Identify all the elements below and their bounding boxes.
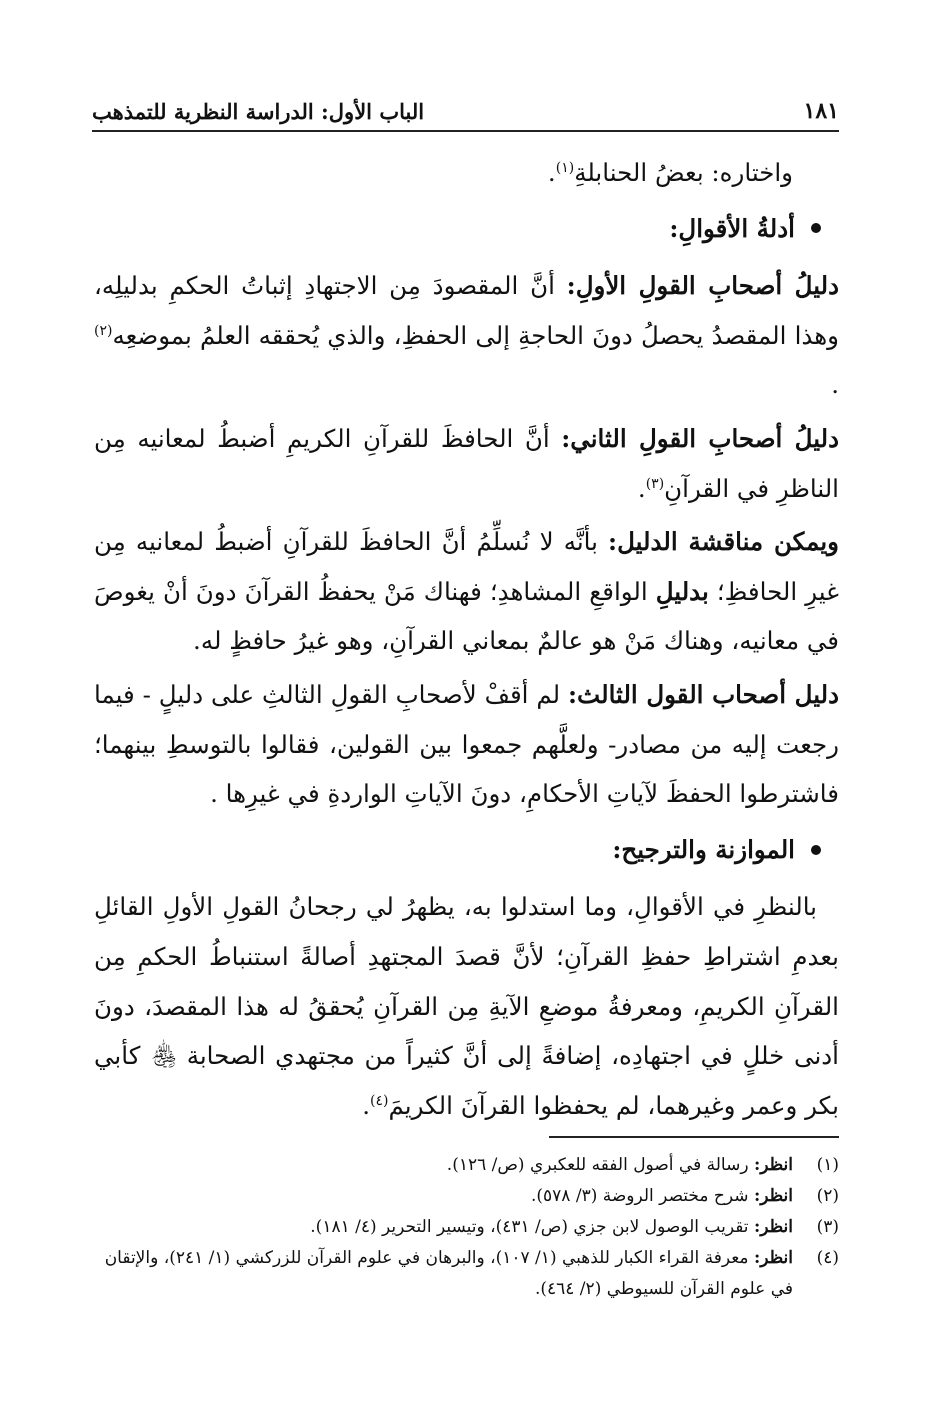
main-text [94, 148, 839, 1134]
footnote-divider [549, 1136, 839, 1138]
paragraph-chosen-by: واختاره: بعضُ الحنابلةِ$^{(١)}$. [547, 158, 793, 187]
footnote-item: (١) انظر: رسالة في أصول الفقه للعكبري (ص/ ١٢٦). [94, 1150, 839, 1181]
paragraph-second-opinion-evidence: دليلُ أصحابِ القولِ الثاني: أنَّ الحافظَ للقرآنِ الكريمِ أضبطُ لمعانيه مِن الناظرِ في القرآنِ$^{(٣)}$. [94, 423, 839, 503]
footnote-item: (٤) انظر: معرفة القراء الكبار للذهبي (١/ ١٠٧)، والبرهان في علوم القرآن للزركشي (١/ ٢٤١)، والإتقان في علوم القرآن للسيوطي (٢/ ٤٦٤). [94, 1243, 839, 1305]
footnote-number: (١) [816, 1155, 839, 1175]
section-heading-evidence: أدلةُ الأقوالِ: [94, 204, 839, 254]
footnote-ref-2[interactable]: (٢) [94, 322, 113, 339]
page-header [92, 92, 839, 132]
footnotes [94, 1150, 839, 1305]
bullet-icon [811, 845, 821, 855]
footnote-ref-4[interactable]: (٤) [370, 1092, 389, 1109]
footnote-number: (٣) [816, 1217, 839, 1237]
footnote-ref-3[interactable]: (٣) [645, 475, 665, 492]
footnote-item: (٢) انظر: شرح مختصر الروضة (٣/ ٥٧٨). [94, 1181, 839, 1212]
footnote-number: (٢) [816, 1186, 839, 1206]
page-number: ١٨١ [803, 98, 839, 124]
section-heading-weighing: الموازنة والترجيح: [94, 825, 839, 875]
paragraph-weighing: بالنظرِ في الأقوالِ، وما استدلوا به، يظهرُ لي رجحانُ القولِ الأولِ القائلِ بعدمِ اشتراطِ حفظِ القرآنِ؛ لأنَّ قصدَ المجتهدِ أصالةً استنباطُ الحكمِ مِن القرآنِ الكريمِ، ومعرفةُ موضعِ الآيةِ مِن القرآنِ يُحققُ له هذا المقصدَ، دونَ أدنى خللٍ في اجتهادِه، إضافةً إلى أنَّ كثيراً من مجتهدي الصحابة ﵃ كأبي بكر وعمر وغيرهما، لم يحفظوا القرآنَ الكريمَ$^{(٤)}$. [94, 892, 839, 1120]
paragraph-third-opinion-evidence: دليل أصحاب القول الثالث: لم أقفْ لأصحابِ القولِ الثالثِ على دليلٍ - فيما رجعت إليه من مصادر- ولعلَّهم جمعوا بين القولين، فقالوا بالتوسطِ بينهما؛ فاشترطوا الحفظَ لآياتِ الأحكامِ، دونَ الآياتِ الواردةِ في غيرِها . [94, 679, 839, 809]
footnote-ref-1[interactable]: (١) [555, 159, 575, 176]
running-title: الباب الأول: الدراسة النظرية للتمذهب [92, 99, 425, 124]
paragraph-discussion: ويمكن مناقشة الدليل: بأنَّه لا نُسلِّمُ أنَّ الحافظَ للقرآنِ أضبطُ لمعانيه مِن غيرِ الحافظِ؛ بدليلِ الواقعِ المشاهدِ؛ فهناك مَنْ يحفظُ القرآنَ دونَ أنْ يغوصَ في معانيه، وهناك مَنْ هو عالمٌ بمعاني القرآنِ، وهو غيرُ حافظٍ له. [94, 527, 839, 656]
footnote-number: (٤) [816, 1248, 839, 1268]
bullet-icon [811, 223, 821, 233]
paragraph-first-opinion-evidence: دليلُ أصحابِ القولِ الأولِ: أنَّ المقصودَ مِن الاجتهادِ إثباتُ الحكمِ بدليلِه، وهذا المقصدُ يحصلُ دونَ الحاجةِ إلى الحفظِ، والذي يُحققه العلمُ بموضعِه$^{(٢)}$ . [94, 271, 839, 400]
footnote-item: (٣) انظر: تقريب الوصول لابن جزي (ص/ ٤٣١)، وتيسير التحرير (٤/ ١٨١). [94, 1212, 839, 1243]
